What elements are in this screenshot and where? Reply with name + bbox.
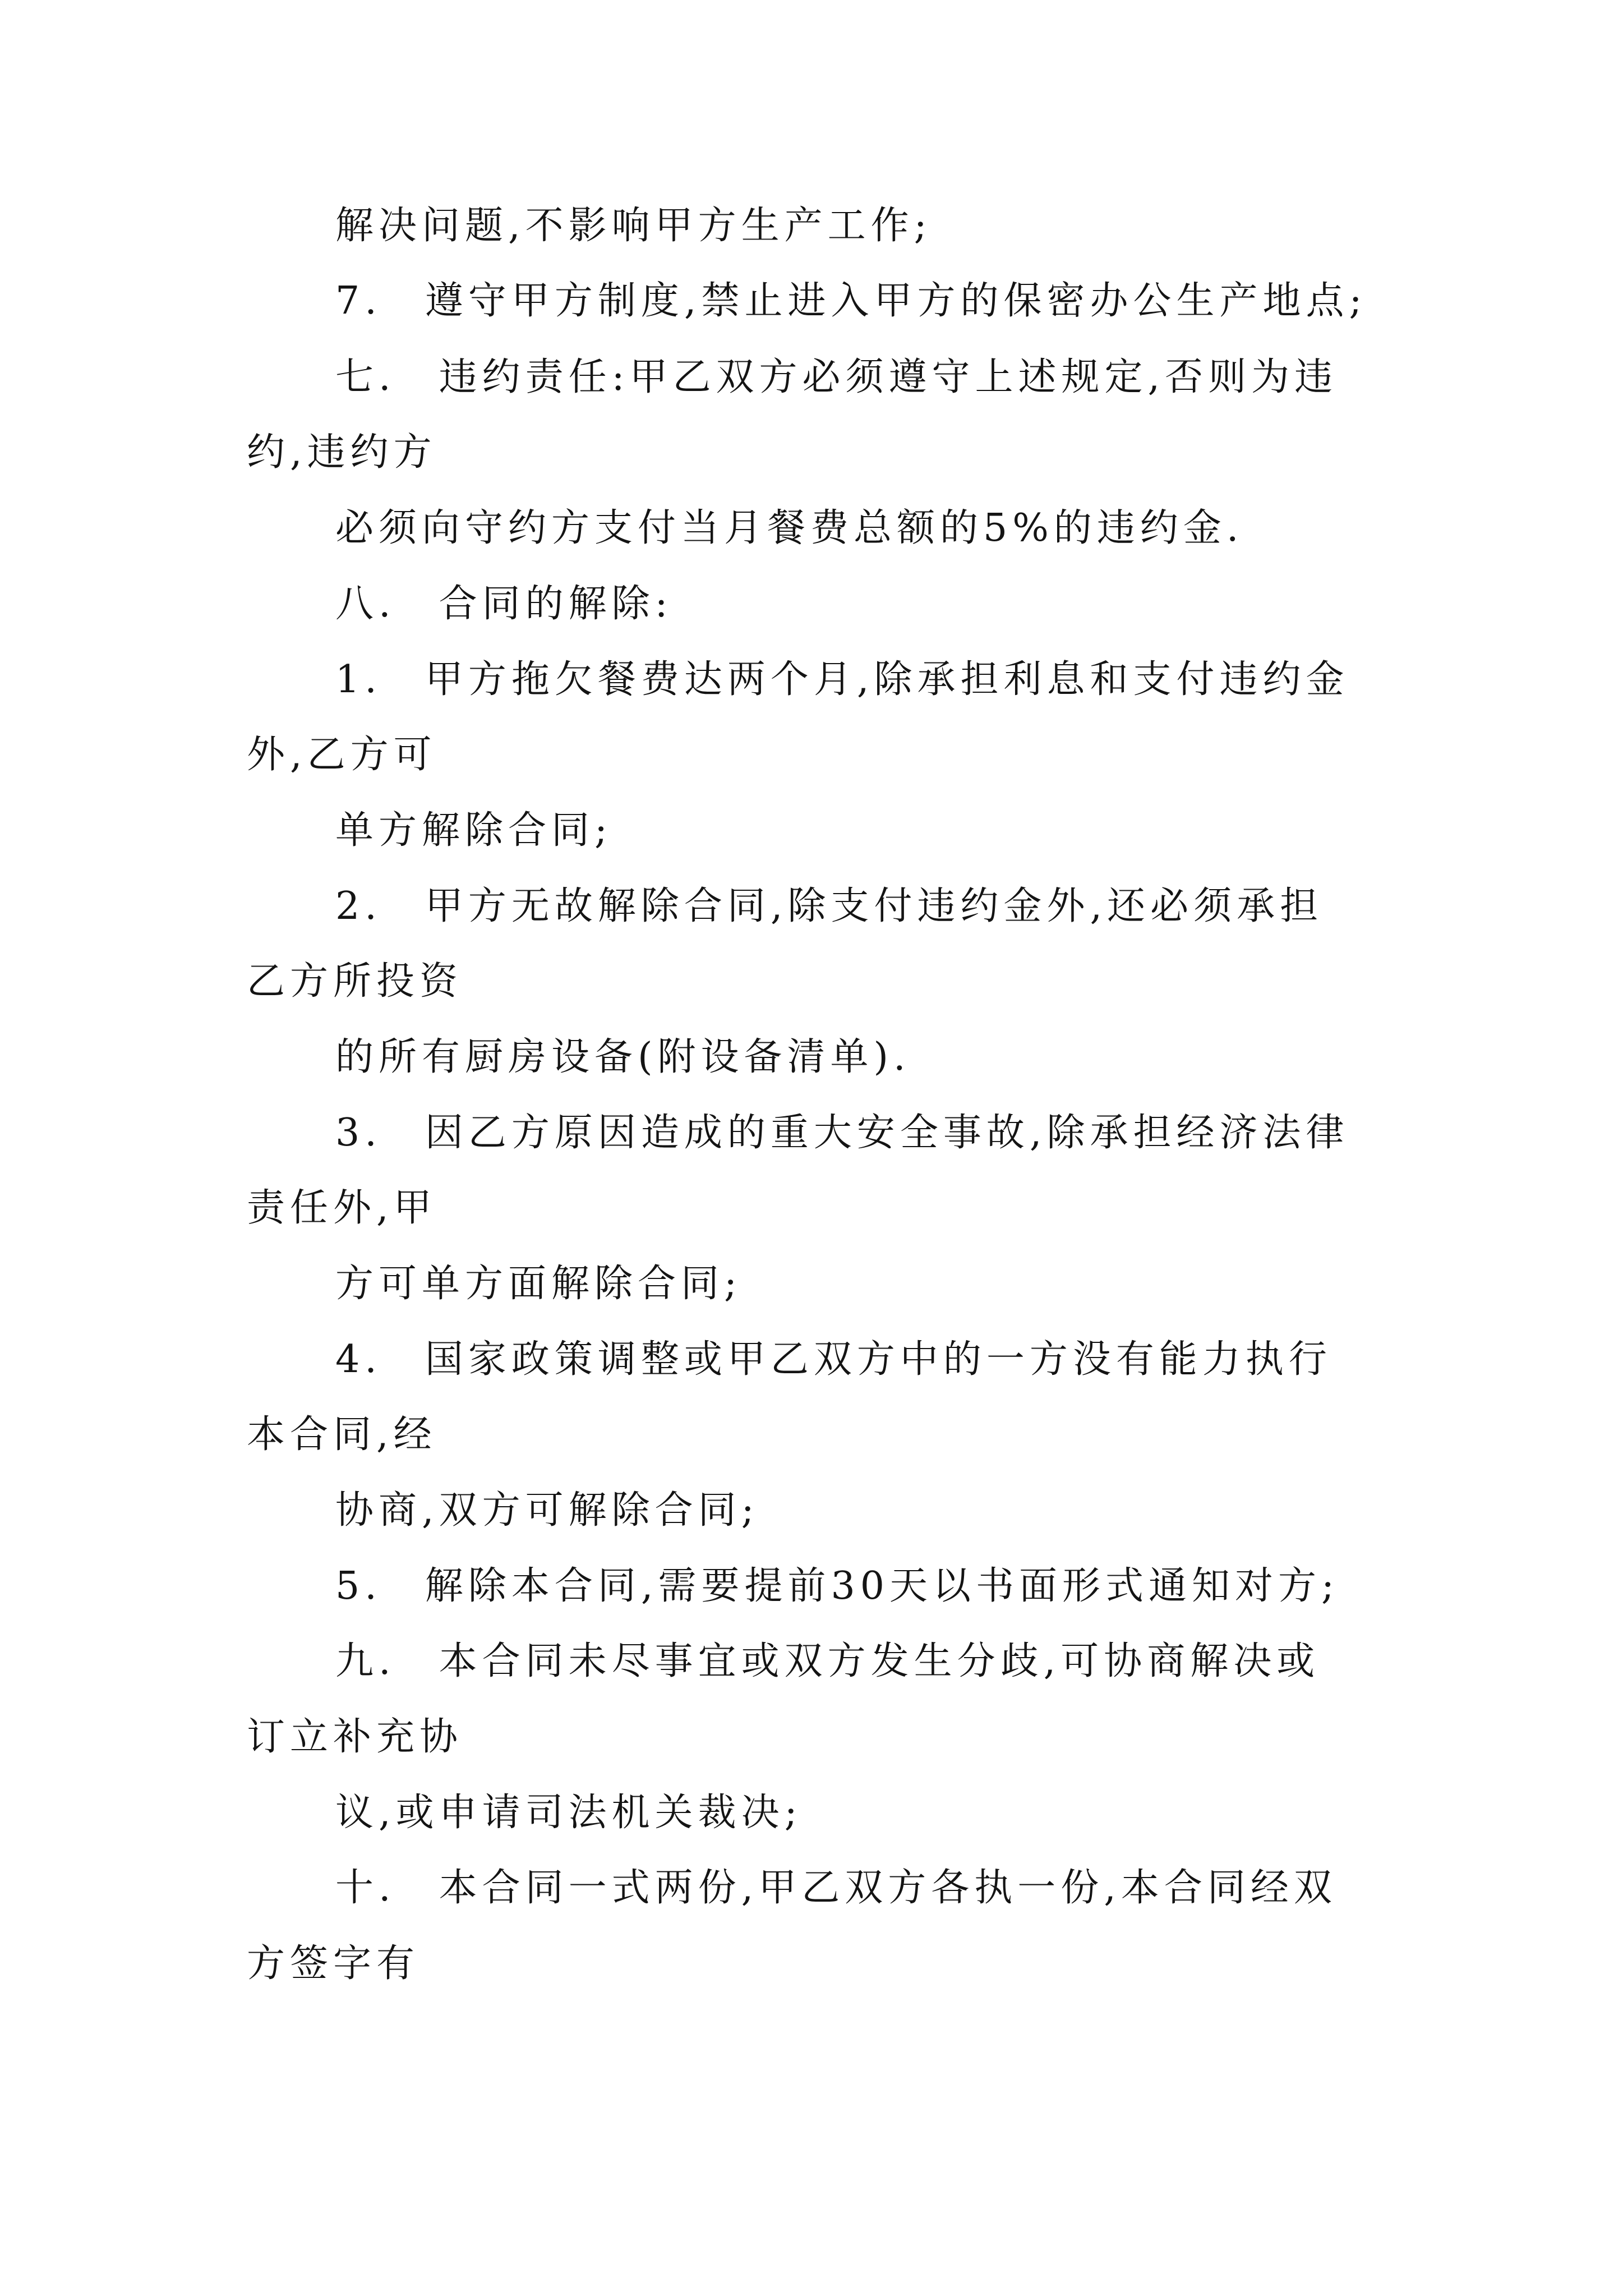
text-line: 议,或申请司法机关裁决; <box>335 1791 803 1835</box>
text-line: 外,乙方可 <box>247 733 437 777</box>
text-line: 订立补充协 <box>247 1715 463 1759</box>
text-line: 十. 本合同一式两份,甲乙双方各执一份,本合同经双 <box>335 1866 1337 1910</box>
text-line: 4. 国家政策调整或甲乙双方中的一方没有能力执行 <box>335 1337 1332 1382</box>
text-line: 责任外,甲 <box>247 1186 437 1230</box>
text-line: 方签字有 <box>247 1941 420 1986</box>
text-line: 八. 合同的解除: <box>335 582 673 626</box>
text-line: 2. 甲方无故解除合同,除支付违约金外,还必须承担 <box>335 884 1324 928</box>
text-line: 单方解除合同; <box>335 808 612 853</box>
text-line: 必须向守约方支付当月餐费总额的5%的违约金. <box>335 506 1244 550</box>
text-line: 九. 本合同未尽事宜或双方发生分歧,可协商解决或 <box>335 1639 1320 1683</box>
text-line: 乙方所投资 <box>247 959 463 1004</box>
text-line: 方可单方面解除合同; <box>335 1262 742 1306</box>
text-line: 7. 遵守甲方制度,禁止进入甲方的保密办公生产地点; <box>335 279 1367 323</box>
text-line: 1. 甲方拖欠餐费达两个月,除承担利息和支付违约金 <box>335 657 1349 702</box>
text-line: 协商,双方可解除合同; <box>335 1488 759 1533</box>
text-line: 七. 违约责任:甲乙双方必须遵守上述规定,否则为违 <box>335 355 1338 399</box>
text-line: 5. 解除本合同,需要提前30天以书面形式通知对方; <box>335 1564 1339 1608</box>
text-line: 约,违约方 <box>247 430 437 475</box>
text-line: 3. 因乙方原因造成的重大安全事故,除承担经济法律 <box>335 1111 1349 1155</box>
text-line: 的所有厨房设备(附设备清单). <box>335 1035 911 1079</box>
text-line: 解决问题,不影响甲方生产工作; <box>335 204 932 248</box>
text-line: 本合同,经 <box>247 1412 437 1457</box>
